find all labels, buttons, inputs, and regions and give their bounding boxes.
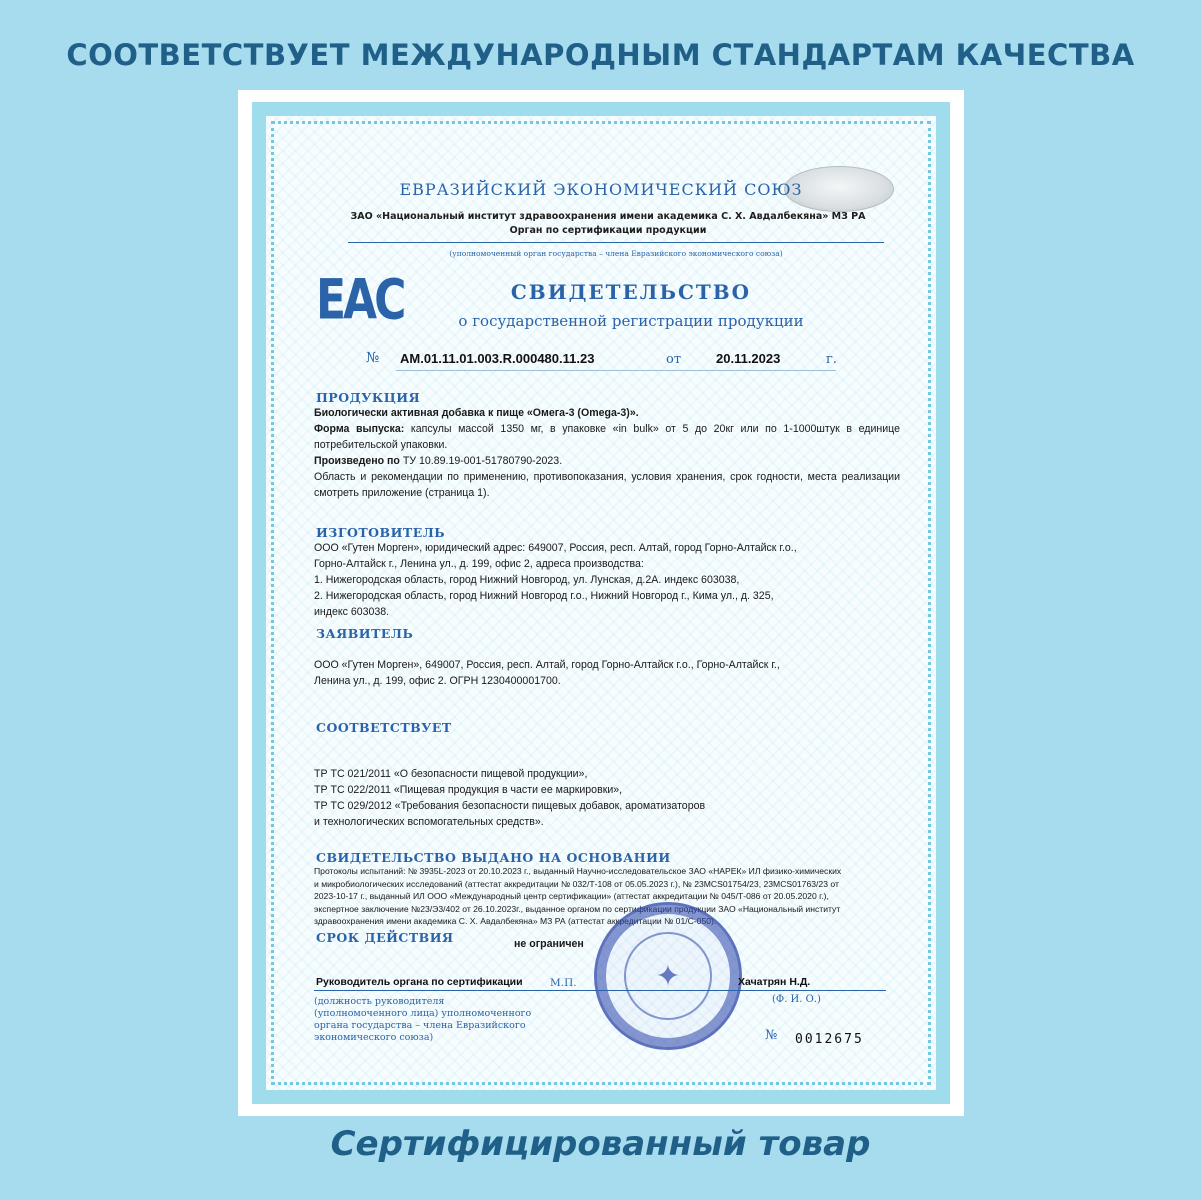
signer-name: Хачатрян Н.Д.	[738, 976, 811, 988]
made-value: ТУ 10.89.19-001-51780790-2023.	[402, 455, 563, 467]
form-value: капсулы массой 1350 мг, в упаковке «in bulk» от 5 до 20кг или по 1-1000штук в единице потребительской упаковки.	[314, 423, 900, 451]
regulation-line: ТР ТС 022/2011 «Пищевая продукция в части ее маркировки»,	[314, 784, 623, 796]
mp-label: М.П.	[550, 977, 577, 989]
manufacturer-line: индекс 603038.	[314, 606, 390, 618]
banner-title: СООТВЕТСТВУЕТ МЕЖДУНАРОДНЫМ СТАНДАРТАМ КАЧЕСТВА	[66, 38, 1135, 72]
banner-caption: Сертифицированный товар	[330, 1124, 871, 1164]
product-form	[314, 421, 900, 453]
role-note-line: (уполномоченного лица) уполномоченного	[314, 1008, 532, 1019]
basis-line: экспертное заключение №23/Э3/402 от 26.10.2023г., выданное органом по сертификации продукции ЗАО «Национальный институт	[314, 903, 841, 914]
year-suffix: г.	[826, 352, 837, 367]
divider	[348, 242, 884, 243]
certificate-number: AM.01.11.01.003.R.000480.11.23	[400, 351, 595, 366]
certificate-content	[238, 90, 964, 1116]
document-subtitle: о государственной регистрации продукции	[458, 312, 804, 330]
applicant-line: Ленина ул., д. 199, офис 2. ОГРН 1230400001700.	[314, 675, 561, 687]
basis-section	[314, 865, 914, 928]
signature-line	[314, 990, 886, 991]
applicant-heading: ЗАЯВИТЕЛЬ	[316, 626, 414, 641]
certificate-date: 20.11.2023	[716, 351, 781, 366]
product-heading: ПРОДУКЦИЯ	[316, 390, 421, 405]
made-label: Произведено по	[314, 455, 400, 467]
validity-value: не ограничен	[514, 938, 584, 950]
institute-line-1: ЗАО «Национальный институт здравоохранения имени академика С. Х. Авдалбекяна» МЗ РА	[350, 211, 866, 222]
number-sign: №	[366, 350, 380, 366]
product-made	[314, 453, 900, 469]
role-note-line: (должность руководителя	[314, 996, 445, 1007]
manufacturer-line: 1. Нижегородская область, город Нижний Новгород, ул. Лунская, д.2А. индекс 603038,	[314, 574, 740, 586]
complies-section	[314, 766, 900, 830]
role-note-line: экономического союза)	[314, 1032, 434, 1043]
manufacturer-section	[314, 540, 900, 620]
union-title: ЕВРАЗИЙСКИЙ ЭКОНОМИЧЕСКИЙ СОЮЗ	[399, 180, 803, 199]
manufacturer-heading: ИЗГОТОВИТЕЛЬ	[316, 525, 446, 540]
institute-line-2: Орган по сертификации продукции	[509, 225, 707, 236]
manufacturer-line: 2. Нижегородская область, город Нижний Новгород г.о., Нижний Новгород г., Кима ул., д. 325,	[314, 590, 774, 602]
seal-emblem-icon: ✦	[624, 932, 712, 1020]
manufacturer-line: ООО «Гутен Морген», юридический адрес: 649007, Россия, респ. Алтай, город Горно-Алтайск г.о.,	[314, 542, 797, 554]
regulation-line: ТР ТС 029/2012 «Требования безопасности пищевых добавок, ароматизаторов	[314, 800, 706, 812]
basis-line: и микробиологических исследований (аттестат аккредитации № 032/Т-108 от 05.05.2023 г.), № 23MCS01754/23, 23MCS01763/23 от	[314, 878, 839, 889]
number-underline	[396, 370, 836, 371]
complies-heading: СООТВЕТСТВУЕТ	[316, 720, 452, 735]
applicant-section	[314, 657, 900, 689]
regulation-line: ТР ТС 021/2011 «О безопасности пищевой продукции»,	[314, 768, 588, 780]
institute-name	[348, 210, 868, 238]
manufacturer-line: Горно-Алтайск г., Ленина ул., д. 199, офис 2, адреса производства:	[314, 558, 644, 570]
serial-number: 0012675	[795, 1032, 864, 1047]
product-scope: Область и рекомендации по применению, противопоказания, условия хранения, срок годности, места реализации смотреть приложение (страница 1).	[314, 471, 900, 499]
role-note	[314, 996, 564, 1044]
fio-label: (Ф. И. О.)	[772, 994, 821, 1005]
validity-heading: СРОК ДЕЙСТВИЯ	[316, 930, 454, 945]
basis-line: Протоколы испытаний: № 3935L-2023 от 20.10.2023 г., выданный Научно-исследовательское ЗАО «НАРЕК» ИЛ физико-химических	[314, 866, 842, 876]
eac-logo: EAC	[316, 268, 404, 333]
regulation-line: и технологических вспомогательных средств».	[314, 816, 544, 828]
certificate-sheet	[238, 90, 964, 1116]
authorized-note: (уполномоченный орган государства – члена Евразийского экономического союза)	[449, 249, 783, 258]
head-role: Руководитель органа по сертификации	[316, 976, 523, 988]
basis-line: 2023-10-17 г., выданный ИЛ ООО «Международный центр сертификации» (аттестат аккредитации № 045/Т-086 от 20.05.2020 г.),	[314, 891, 829, 901]
basis-heading: СВИДЕТЕЛЬСТВО ВЫДАНО НА ОСНОВАНИИ	[316, 850, 671, 865]
from-label: от	[666, 352, 682, 367]
serial-sign: №	[765, 1028, 778, 1043]
document-title: СВИДЕТЕЛЬСТВО	[510, 280, 752, 304]
form-label: Форма выпуска:	[314, 423, 405, 435]
product-section	[314, 405, 900, 501]
role-note-line: органа государства – члена Евразийского	[314, 1020, 526, 1031]
applicant-line: ООО «Гутен Морген», 649007, Россия, респ. Алтай, город Горно-Алтайск г.о., Горно-Алтайск г.,	[314, 659, 780, 671]
product-name: Биологически активная добавка к пище «Омега-3 (Omega-3)».	[314, 407, 639, 419]
basis-line: здравоохранения имени академика С. Х. Авдалбекяна» МЗ РА (аттестат аккредитации № 01/С-050).	[314, 916, 717, 926]
